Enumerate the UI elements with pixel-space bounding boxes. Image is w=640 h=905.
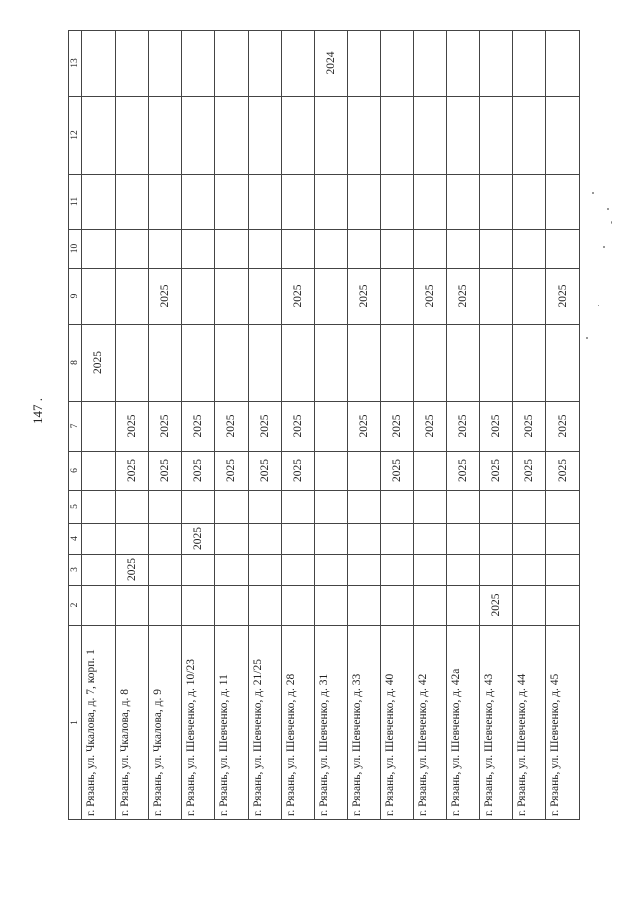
address-cell (115, 625, 148, 820)
page-number (30, 398, 46, 424)
year-text: 2025 (489, 459, 502, 482)
year-text: 2025 (125, 558, 138, 581)
scan-speck (611, 221, 612, 224)
column-number-cell (68, 30, 81, 96)
year-cell (281, 451, 314, 490)
address-text: г. Рязань, ул. Шевченко, д. 40 (384, 673, 396, 816)
year-text: 2025 (158, 284, 171, 308)
table-horizontal-rule (68, 324, 580, 325)
year-cell (148, 268, 181, 324)
year-cell (446, 451, 479, 490)
year-cell (148, 451, 181, 490)
year-cell (413, 401, 446, 451)
year-cell (81, 324, 115, 401)
address-cell (181, 625, 214, 820)
column-number-text: 11 (70, 196, 80, 207)
year-text: 2025 (125, 459, 138, 482)
year-text: 2025 (390, 459, 403, 482)
scan-speck (603, 246, 605, 248)
year-text: 2025 (357, 414, 370, 438)
year-cell (479, 585, 512, 625)
year-cell (479, 401, 512, 451)
column-number-text: 10 (70, 243, 80, 254)
year-text: 2025 (357, 284, 370, 308)
address-cell (446, 625, 479, 820)
column-number-text: 13 (70, 58, 80, 68)
year-cell (347, 401, 380, 451)
year-text: 2025 (522, 414, 535, 438)
year-text: 2025 (456, 414, 469, 438)
column-number-cell (68, 585, 81, 625)
scan-speck (586, 337, 588, 339)
year-cell (181, 523, 214, 554)
scan-speck (607, 208, 609, 210)
year-cell (314, 30, 347, 96)
address-text: г. Рязань, ул. Шевченко, д. 45 (549, 673, 561, 816)
address-cell (314, 625, 347, 820)
column-number-cell (68, 490, 81, 523)
table-horizontal-rule (68, 268, 580, 269)
year-text: 2025 (456, 284, 469, 308)
address-cell (148, 625, 181, 820)
column-number-text: 12 (70, 130, 80, 140)
column-number-cell (68, 96, 81, 174)
table-horizontal-rule (68, 174, 580, 175)
column-number-text: 3 (70, 567, 80, 572)
year-cell (115, 401, 148, 451)
year-cell (545, 401, 580, 451)
column-number-text: 6 (70, 468, 80, 473)
address-cell (380, 625, 413, 820)
address-cell (281, 625, 314, 820)
year-cell (413, 268, 446, 324)
column-number-cell (68, 401, 81, 451)
year-cell (512, 451, 545, 490)
address-text: г. Рязань, ул. Шевченко, д. 44 (516, 673, 528, 816)
column-number-cell (68, 268, 81, 324)
year-cell (115, 554, 148, 585)
year-cell (214, 451, 248, 490)
year-cell (479, 451, 512, 490)
column-number-text: 8 (70, 360, 80, 365)
year-text: 2025 (556, 414, 569, 438)
column-number-cell (68, 229, 81, 268)
year-text: 2025 (258, 459, 271, 482)
year-text: 2025 (258, 414, 271, 438)
year-text: 2025 (191, 459, 204, 482)
year-cell (380, 401, 413, 451)
year-cell (248, 401, 281, 451)
year-text: 2025 (489, 414, 502, 438)
year-cell (545, 268, 580, 324)
year-cell (446, 401, 479, 451)
address-text: г. Рязань, ул. Шевченко, д. 10/23 (185, 659, 197, 816)
address-cell (347, 625, 380, 820)
column-number-text: 5 (70, 504, 80, 509)
year-text: 2025 (191, 414, 204, 438)
address-cell (248, 625, 281, 820)
address-text: г. Рязань, ул. Шевченко, д. 21/25 (252, 659, 264, 816)
scan-speck (592, 192, 594, 194)
year-cell (512, 401, 545, 451)
address-cell (512, 625, 545, 820)
table-horizontal-rule (68, 229, 580, 230)
address-cell (81, 625, 115, 820)
year-text: 2025 (522, 459, 535, 482)
table-horizontal-rule (68, 96, 580, 97)
address-text: г. Рязань, ул. Чкалова, д. 9 (152, 688, 164, 816)
year-cell (115, 451, 148, 490)
table-horizontal-rule (68, 490, 580, 491)
year-cell (281, 401, 314, 451)
year-text: 2025 (556, 284, 569, 308)
column-number-cell (68, 324, 81, 401)
column-number-cell (68, 174, 81, 229)
address-text: г. Рязань, ул. Чкалова, д. 7, корп. 1 (85, 649, 97, 816)
column-number-cell (68, 451, 81, 490)
year-text: 2025 (225, 414, 237, 438)
column-number-text: 2 (70, 602, 80, 608)
address-text: г. Рязань, ул. Шевченко, д. 11 (218, 674, 230, 816)
year-text: 2025 (489, 593, 502, 617)
year-text: 2025 (225, 459, 237, 482)
year-text: 2025 (390, 414, 403, 438)
year-cell (181, 451, 214, 490)
column-number-text: 4 (70, 536, 80, 541)
address-cell (214, 625, 248, 820)
year-text: 2025 (291, 459, 304, 482)
address-text: г. Рязань, ул. Шевченко, д. 28 (285, 673, 297, 816)
year-text: 2025 (158, 459, 171, 482)
year-cell (248, 451, 281, 490)
address-text: г. Рязань, ул. Шевченко, д. 42 (417, 673, 429, 816)
column-number-text: 1 (70, 720, 80, 725)
year-cell (446, 268, 479, 324)
column-number-text: 9 (70, 293, 80, 299)
year-text: 2025 (158, 414, 171, 438)
rotated-data-table (68, 30, 580, 820)
year-cell (214, 401, 248, 451)
table-horizontal-rule (68, 523, 580, 524)
year-text: 2025 (291, 414, 304, 438)
address-text: г. Рязань, ул. Шевченко, д. 42а (450, 668, 462, 816)
page-number-text: 147 (30, 404, 45, 424)
address-text: г. Рязань, ул. Шевченко, д. 31 (318, 673, 330, 816)
year-cell (347, 268, 380, 324)
year-cell (181, 401, 214, 451)
year-text: 2025 (423, 284, 436, 308)
address-cell (545, 625, 580, 820)
year-cell (545, 451, 580, 490)
year-cell (281, 268, 314, 324)
year-text: 2025 (92, 351, 104, 374)
column-number-cell (68, 625, 81, 820)
year-text: 2025 (456, 459, 469, 482)
column-number-cell (68, 554, 81, 585)
year-text: 2025 (125, 414, 138, 438)
year-cell (148, 401, 181, 451)
year-text: 2025 (556, 459, 569, 482)
scan-speck (598, 305, 599, 306)
address-cell (479, 625, 512, 820)
column-number-text: 7 (70, 423, 80, 429)
address-text: г. Рязань, ул. Чкалова, д. 8 (119, 688, 131, 816)
year-text: 2024 (324, 51, 337, 75)
year-text: 2025 (423, 414, 436, 438)
address-text: г. Рязань, ул. Шевченко, д. 43 (483, 673, 495, 816)
address-text: г. Рязань, ул. Шевченко, д. 33 (351, 673, 363, 816)
page-number-mark: . (30, 398, 45, 402)
column-number-cell (68, 523, 81, 554)
year-cell (380, 451, 413, 490)
address-cell (413, 625, 446, 820)
year-text: 2025 (191, 527, 204, 550)
year-text: 2025 (291, 284, 304, 308)
